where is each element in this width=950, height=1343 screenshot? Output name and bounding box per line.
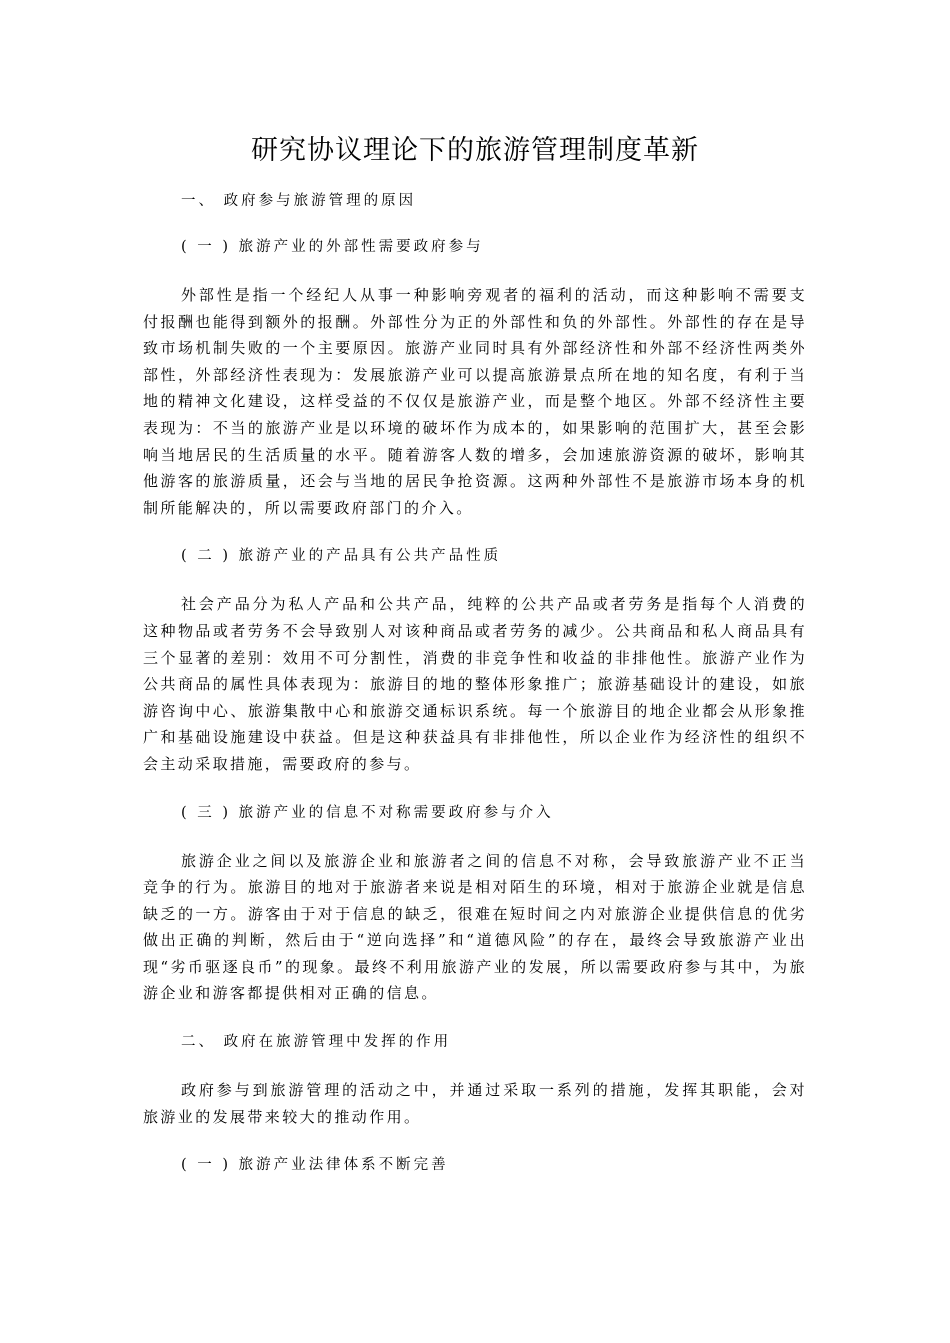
subsection-heading: ( 一 ) 旅游产业法律体系不断完善	[181, 1157, 449, 1174]
body-paragraph: 旅游企业之间以及旅游企业和旅游者之间的信息不对称，会导致旅游产业不正当竞争的行为。旅游目的地对于旅游者来说是相对陌生的环境，相对于旅游企业就是信息缺乏的一方。游客由于对于信息的缺乏，很难在短时间之内对旅游企业提供信息的优劣做出正确的判断，然后由于“逆向选择”和“道德风险”的存在，最终会导致旅游产业出现“劣币驱逐良币”的现象。最终不利用旅游产业的发展，所以需要政府参与其中，为旅游企业和游客都提供相对正确的信息。	[143, 851, 807, 1003]
document-body	[143, 188, 807, 1178]
section-heading: 一、 政府参与旅游管理的原因	[181, 193, 417, 209]
body-paragraph: 社会产品分为私人产品和公共产品，纯粹的公共产品或者劳务是指每个人消费的这种物品或者劳务不会导致别人对该种商品或者劳务的减少。公共商品和私人商品具有三个显著的差别：效用不可分割性，消费的非竞争性和收益的非排他性。旅游产业作为公共商品的属性具体表现为：旅游目的地的整体形象推广；旅游基础设计的建设，如旅游咨询中心、旅游集散中心和旅游交通标识系统。每一个旅游目的地企业都会从形象推广和基础设施建设中获益。但是这种获益具有非排他性，所以企业作为经济性的组织不会主动采取措施，需要政府的参与。	[143, 595, 807, 773]
section-heading: 二、 政府在旅游管理中发挥的作用	[181, 1034, 452, 1051]
subsection-heading: ( 一 ) 旅游产业的外部性需要政府参与	[181, 239, 484, 255]
document-title: 研究协议理论下的旅游管理制度革新	[251, 135, 699, 166]
subsection-heading: ( 二 ) 旅游产业的产品具有公共产品性质	[181, 548, 502, 565]
subsection-heading: ( 三 ) 旅游产业的信息不对称需要政府参与介入	[181, 804, 554, 821]
body-paragraph: 外部性是指一个经纪人从事一种影响旁观者的福利的活动，而这种影响不需要支付报酬也能得到额外的报酬。外部性分为正的外部性和负的外部性。外部性的存在是导致市场机制失败的一个主要原因。旅游产业同时具有外部经济性和外部不经济性两类外部性，外部经济性表现为：发展旅游产业可以提高旅游景点所在地的知名度，有利于当地的精神文化建设，这样受益的不仅仅是旅游产业，而是整个地区。外部不经济性主要表现为：不当的旅游产业是以环境的破坏作为成本的，如果影响的范围扩大，甚至会影响当地居民的生活质量的水平。随着游客人数的增多，会加速旅游资源的破坏，影响其他游客的旅游质量，还会与当地的居民争抢资源。这两种外部性不是旅游市场本身的机制所能解决的，所以需要政府部门的介入。	[143, 286, 807, 517]
body-paragraph: 政府参与到旅游管理的活动之中，并通过采取一系列的措施，发挥其职能，会对旅游业的发展带来较大的推动作用。	[143, 1081, 807, 1126]
